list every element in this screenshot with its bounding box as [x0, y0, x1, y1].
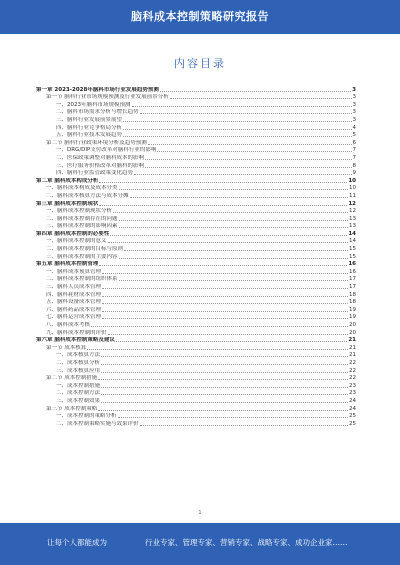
- toc-entry[interactable]: [36, 420, 356, 428]
- toc-entry-page: 24: [349, 405, 356, 412]
- toc-entry-page: 7: [352, 154, 356, 161]
- toc-entry[interactable]: [36, 162, 356, 170]
- toc-leader-dots: [99, 182, 347, 183]
- toc-entry-title: 第三节 成本控制策略: [46, 405, 98, 412]
- toc-entry[interactable]: [36, 261, 356, 269]
- toc-leader-dots: [119, 189, 348, 190]
- toc-leader-dots: [101, 402, 348, 403]
- toc-entry[interactable]: [36, 382, 356, 390]
- toc-leader-dots: [101, 364, 348, 365]
- toc-entry-page: 16: [349, 268, 356, 275]
- toc-entry[interactable]: [36, 329, 356, 337]
- toc-leader-dots: [102, 288, 348, 289]
- toc-entry-title: 一、脑科成本预算管理: [46, 268, 102, 275]
- toc-entry[interactable]: [36, 314, 356, 322]
- toc-entry-page: 25: [349, 420, 356, 427]
- toc-entry[interactable]: [36, 94, 356, 102]
- toc-entry-page: 6: [352, 139, 356, 146]
- toc-entry[interactable]: [36, 124, 356, 132]
- toc-entry-page: 5: [352, 132, 356, 139]
- toc-entry-title: 第二节 成本控制措施: [46, 375, 98, 382]
- toc-leader-dots: [123, 136, 351, 137]
- toc-entry-title: 三、脑科成本控制的主要内容: [46, 253, 118, 260]
- toc-entry[interactable]: [36, 375, 356, 383]
- toc-entry-page: 22: [349, 375, 356, 382]
- toc-entry-title: 第六章 脑科成本控制策略及建议: [36, 337, 115, 344]
- toc-leader-dots: [124, 250, 348, 251]
- toc-entry-page: 23: [349, 382, 356, 389]
- toc-entry-page: 10: [349, 185, 356, 192]
- toc-entry[interactable]: [36, 253, 356, 261]
- toc-entry-title: 三、成本控制效果: [56, 397, 101, 404]
- toc-entry-title: 三、成本核算应用: [56, 367, 101, 374]
- toc-leader-dots: [123, 121, 351, 122]
- toc-entry[interactable]: [36, 109, 356, 117]
- toc-entry[interactable]: [36, 413, 356, 421]
- toc-entry-title: 一、脑科成本控制的意义: [46, 238, 107, 245]
- toc-entry[interactable]: [36, 223, 356, 231]
- toc-entry-title: 四、脑科耗材成本管理: [46, 291, 102, 298]
- toc-leader-dots: [102, 303, 348, 304]
- toc-entry-page: 21: [348, 337, 356, 344]
- toc-entry-page: 3: [352, 94, 356, 101]
- toc-entry-page: 3: [352, 86, 356, 93]
- toc-entry[interactable]: [36, 321, 356, 329]
- toc-entry-page: 20: [349, 329, 356, 336]
- toc-entry-title: 二、成本核算分析: [56, 359, 101, 366]
- toc-leader-dots: [101, 356, 348, 357]
- toc-entry-page: 8: [352, 162, 356, 169]
- toc-entry-page: 22: [349, 367, 356, 374]
- toc-leader-dots: [101, 394, 348, 395]
- toc-leader-dots: [91, 326, 348, 327]
- toc-entry-title: 四、脑科行业竞争格局分析: [56, 124, 123, 131]
- toc-entry[interactable]: [36, 230, 356, 238]
- toc-entry[interactable]: [36, 268, 356, 276]
- toc-entry-page: 3: [352, 101, 356, 108]
- toc-leader-dots: [119, 220, 348, 221]
- toc-entry-title: 一、DRG/DIP支付改革对脑科行业的影响: [56, 147, 157, 154]
- toc-leader-dots: [130, 197, 348, 198]
- toc-leader-dots: [102, 273, 348, 274]
- footer-tagline: 行业专家、管理专家、营销专家、战略专家、成功企业家……: [145, 538, 348, 547]
- toc-leader-dots: [145, 159, 351, 160]
- toc-leader-dots: [99, 265, 347, 266]
- toc-entry-page: 12: [349, 208, 356, 215]
- toc-leader-dots: [119, 227, 348, 228]
- toc-entry[interactable]: [36, 200, 356, 208]
- toc-entry-page: 12: [348, 200, 356, 207]
- toc-leader-dots: [118, 417, 348, 418]
- toc-entry-title: 七、脑科运营成本管理: [46, 314, 102, 321]
- toc-entry-title: 三、医疗服务价格改革对脑科的影响: [56, 162, 145, 169]
- toc-entry-page: 22: [349, 359, 356, 366]
- toc-leader-dots: [98, 379, 348, 380]
- toc-entry-title: 一、2023年脑科市场规模预测: [56, 101, 131, 108]
- page-number: 1: [198, 510, 202, 516]
- toc-entry[interactable]: [36, 147, 356, 155]
- toc-entry-title: 五、脑科设备成本管理: [46, 299, 102, 306]
- toc-entry[interactable]: [36, 337, 356, 345]
- toc-entry-title: 一、成本控制的策略分析: [56, 413, 117, 420]
- toc-leader-dots: [119, 258, 348, 259]
- toc-entry-title: 五、脑科行业技术发展趋势: [56, 132, 123, 139]
- toc-entry-title: 一、脑科成本构成及成本分类: [46, 185, 118, 192]
- toc-leader-dots: [108, 242, 348, 243]
- toc-entry[interactable]: [36, 367, 356, 375]
- toc-entry-title: 九、脑科成本控制的评价: [46, 329, 107, 336]
- toc-leader-dots: [140, 425, 348, 426]
- footer-bar: [0, 523, 400, 565]
- toc-leader-dots: [108, 334, 348, 335]
- toc-entry-page: 17: [349, 276, 356, 283]
- toc-leader-dots: [160, 91, 351, 92]
- toc-entry-title: 二、成本控制策略实施与效果评价: [56, 420, 139, 427]
- toc-leader-dots: [99, 205, 347, 206]
- toc-entry-page: 14: [348, 230, 356, 237]
- toc-entry[interactable]: [36, 397, 356, 405]
- toc-entry-page: 10: [348, 177, 356, 184]
- toc-heading: 内容目录: [174, 57, 226, 70]
- toc-leader-dots: [110, 235, 347, 236]
- toc-entry-page: 21: [349, 344, 356, 351]
- toc-entry[interactable]: [36, 299, 356, 307]
- toc-leader-dots: [101, 387, 348, 388]
- toc-entry-page: 19: [349, 314, 356, 321]
- toc-entry[interactable]: [36, 245, 356, 253]
- toc-entry[interactable]: [36, 139, 356, 147]
- toc-leader-dots: [102, 318, 348, 319]
- toc-entry-page: 17: [349, 284, 356, 291]
- toc-entry-title: 三、脑科行业发展前景展望: [56, 116, 123, 123]
- toc-entry-title: 一、成本核算方法: [56, 352, 101, 359]
- toc-entry-page: 16: [348, 261, 356, 268]
- toc-entry-page: 15: [349, 253, 356, 260]
- table-of-contents: [36, 86, 356, 428]
- toc-entry-page: 20: [349, 322, 356, 328]
- toc-entry-page: 24: [349, 397, 356, 404]
- toc-leader-dots: [113, 212, 348, 213]
- toc-entry-page: 18: [349, 291, 356, 298]
- toc-entry-page: 14: [349, 238, 356, 245]
- toc-entry[interactable]: [36, 238, 356, 246]
- toc-entry-title: 二、成本控制方法: [56, 390, 101, 397]
- toc-entry-page: 9: [352, 170, 356, 177]
- toc-entry[interactable]: [36, 390, 356, 398]
- toc-entry[interactable]: [36, 291, 356, 299]
- toc-entry-page: 13: [349, 215, 356, 222]
- toc-entry-title: 八、脑科成本考核: [46, 322, 91, 328]
- toc-leader-dots: [132, 106, 352, 107]
- toc-entry[interactable]: [36, 154, 356, 162]
- toc-entry[interactable]: [36, 192, 356, 200]
- toc-leader-dots: [102, 311, 348, 312]
- toc-leader-dots: [116, 341, 347, 342]
- toc-entry[interactable]: [36, 276, 356, 284]
- toc-entry-title: 二、脑科成本核算方法与成本分摊: [46, 192, 129, 199]
- toc-entry[interactable]: [36, 344, 356, 352]
- toc-entry-title: 四、脑科行业监管政策变化趋势: [56, 170, 134, 177]
- toc-entry-title: 三、脑科成本控制的影响因素: [46, 223, 118, 230]
- toc-entry[interactable]: [36, 283, 356, 291]
- toc-entry-page: 21: [349, 352, 356, 359]
- toc-entry[interactable]: [36, 405, 356, 413]
- toc-entry[interactable]: [36, 101, 356, 109]
- toc-leader-dots: [145, 167, 351, 168]
- toc-entry[interactable]: [36, 185, 356, 193]
- toc-entry-title: 二、脑科市场需求分析与增长趋势: [56, 109, 139, 116]
- toc-leader-dots: [123, 129, 351, 130]
- toc-leader-dots: [170, 98, 352, 99]
- toc-leader-dots: [148, 144, 352, 145]
- toc-entry-title: 第二章 脑科成本构成分析: [36, 177, 99, 184]
- toc-leader-dots: [101, 372, 348, 373]
- toc-entry-title: 第一章 2023-2028年脑科市场行业发展趋势预测: [36, 86, 159, 93]
- toc-leader-dots: [102, 296, 348, 297]
- toc-entry-page: 11: [349, 192, 356, 199]
- toc-entry-title: 第一节 脑科行业市场规模预测及行业发展前景分析: [46, 94, 169, 101]
- toc-entry[interactable]: [36, 116, 356, 124]
- toc-entry[interactable]: [36, 170, 356, 178]
- toc-entry-page: 3: [352, 109, 356, 116]
- toc-entry-page: 19: [349, 306, 356, 313]
- toc-entry-title: 二、脑科成本控制存在的问题: [46, 215, 118, 222]
- toc-entry-title: 第四章 脑科成本控制的必要性: [36, 230, 110, 237]
- toc-entry-page: 3: [352, 116, 356, 123]
- toc-entry-title: 三、脑科人员成本管理: [46, 284, 102, 291]
- toc-entry-title: 二、脑科成本控制的组织体系: [46, 276, 118, 283]
- header-bar: [0, 0, 400, 34]
- toc-entry-page: 4: [352, 124, 356, 131]
- toc-entry-title: 一、成本控制措施: [56, 382, 101, 389]
- toc-leader-dots: [134, 174, 351, 175]
- toc-entry-title: 一、脑科成本控制现状分析: [46, 208, 113, 215]
- toc-entry-title: 第三章 脑科成本控制现状: [36, 200, 99, 207]
- toc-entry-title: 二、脑科成本控制的目标与原则: [46, 246, 124, 253]
- toc-entry[interactable]: [36, 359, 356, 367]
- toc-entry-page: 18: [349, 299, 356, 306]
- toc-entry-page: 15: [349, 246, 356, 253]
- toc-leader-dots: [98, 410, 348, 411]
- toc-entry[interactable]: [36, 208, 356, 216]
- toc-entry-title: 六、脑科药品成本管理: [46, 306, 102, 313]
- toc-entry-page: 7: [352, 147, 356, 154]
- toc-entry[interactable]: [36, 306, 356, 314]
- toc-entry-title: 第一节 成本核算: [46, 344, 87, 351]
- toc-entry[interactable]: [36, 86, 356, 94]
- toc-entry[interactable]: [36, 177, 356, 185]
- toc-entry-title: 第五章 脑科成本控制管理: [36, 261, 99, 268]
- toc-entry[interactable]: [36, 352, 356, 360]
- toc-entry[interactable]: [36, 132, 356, 140]
- toc-leader-dots: [157, 151, 351, 152]
- toc-leader-dots: [140, 113, 352, 114]
- toc-entry-page: 23: [349, 390, 356, 397]
- footer-slogan: 让每个人都能成为: [47, 538, 107, 547]
- toc-entry-page: 25: [349, 413, 356, 420]
- toc-entry[interactable]: [36, 215, 356, 223]
- toc-leader-dots: [87, 349, 348, 350]
- report-title: 脑科成本控制策略研究报告: [131, 10, 269, 23]
- toc-entry-title: 第二节 脑科行业政策环境分析及趋势预测: [46, 139, 147, 146]
- toc-entry-page: 13: [349, 223, 356, 230]
- toc-leader-dots: [119, 280, 348, 281]
- toc-entry-title: 二、医保政策调整对脑科成本的影响: [56, 154, 145, 161]
